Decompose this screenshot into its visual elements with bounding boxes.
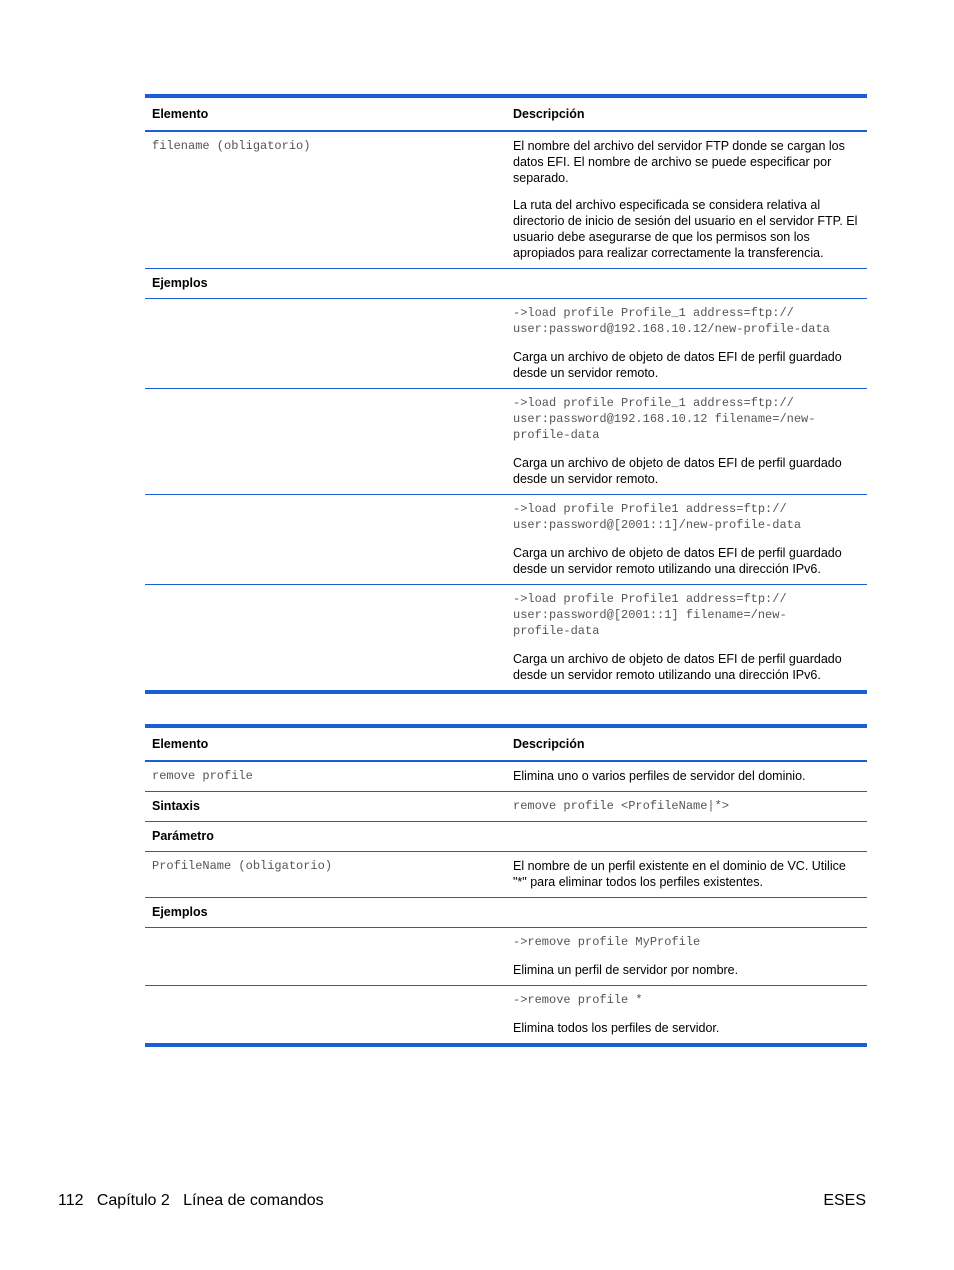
param-profilename: ProfileName (obligatorio) <box>152 859 333 873</box>
syntax-value: remove profile <ProfileName|*> <box>513 799 730 813</box>
page-footer-chapter: 112 Capítulo 2 Línea de comandos <box>58 1192 324 1209</box>
example-desc: Elimina un perfil de servidor por nombre. <box>513 963 739 977</box>
table-row <box>145 928 867 986</box>
table-row <box>145 986 867 1043</box>
header-descripcion: Descripción <box>513 107 585 121</box>
example-code: ->load profile Profile1 address=ftp:// user:password@[2001::1]/new-profile-data <box>513 502 802 532</box>
example-code: ->remove profile * <box>513 993 643 1007</box>
syntax-label: Sintaxis <box>152 799 200 813</box>
example-code: ->load profile Profile_1 address=ftp:// user:password@192.168.10.12 filename=/new- profile-data <box>513 396 816 442</box>
examples-label: Ejemplos <box>152 905 208 919</box>
table-row <box>145 762 867 792</box>
header-elemento: Elemento <box>152 737 209 751</box>
param-filename-desc-1: El nombre del archivo del servidor FTP donde se cargan los datos EFI. El nombre de archivo se puede especificar por separado. <box>513 139 845 185</box>
command-desc: Elimina uno o varios perfiles de servidor del dominio. <box>513 769 806 783</box>
table-row <box>145 852 867 898</box>
parameter-label: Parámetro <box>152 829 214 843</box>
table-row <box>145 299 867 389</box>
example-desc: Elimina todos los perfiles de servidor. <box>513 1021 720 1035</box>
example-desc: Carga un archivo de objeto de datos EFI de perfil guardado desde un servidor remoto utilizando una dirección IPv6. <box>513 652 842 682</box>
param-profilename-desc: El nombre de un perfil existente en el dominio de VC. Utilice "*" para eliminar todos los perfiles existentes. <box>513 859 846 889</box>
table-row <box>145 495 867 585</box>
example-desc: Carga un archivo de objeto de datos EFI de perfil guardado desde un servidor remoto. <box>513 456 842 486</box>
table-row <box>145 389 867 495</box>
table-row <box>145 269 867 299</box>
example-code: ->load profile Profile1 address=ftp:// user:password@[2001::1] filename=/new- profile-data <box>513 592 787 638</box>
header-elemento: Elemento <box>152 107 209 121</box>
table-remove-profile <box>145 724 867 1047</box>
table-row <box>145 898 867 928</box>
example-desc: Carga un archivo de objeto de datos EFI de perfil guardado desde un servidor remoto. <box>513 350 842 380</box>
command-name: remove profile <box>152 769 253 783</box>
page-footer-locale: ESES <box>823 1192 866 1209</box>
table-load-profile <box>145 94 867 694</box>
example-code: ->remove profile MyProfile <box>513 935 701 949</box>
table-row <box>145 822 867 852</box>
table-row <box>145 792 867 822</box>
header-descripcion: Descripción <box>513 737 585 751</box>
examples-label: Ejemplos <box>152 276 208 290</box>
table-row <box>145 585 867 690</box>
example-code: ->load profile Profile_1 address=ftp:// user:password@192.168.10.12/new-profile-data <box>513 306 830 336</box>
table-row <box>145 132 867 269</box>
param-filename-desc-2: La ruta del archivo especificada se considera relativa al directorio de inicio de sesión del usuario en el servidor FTP. El usuario debe asegurarse de que los permisos son los apropiados para realizar correctamente la transferencia. <box>513 198 858 260</box>
param-filename: filename (obligatorio) <box>152 139 311 153</box>
table-header <box>145 98 867 132</box>
table-header <box>145 728 867 762</box>
example-desc: Carga un archivo de objeto de datos EFI de perfil guardado desde un servidor remoto utilizando una dirección IPv6. <box>513 546 842 576</box>
